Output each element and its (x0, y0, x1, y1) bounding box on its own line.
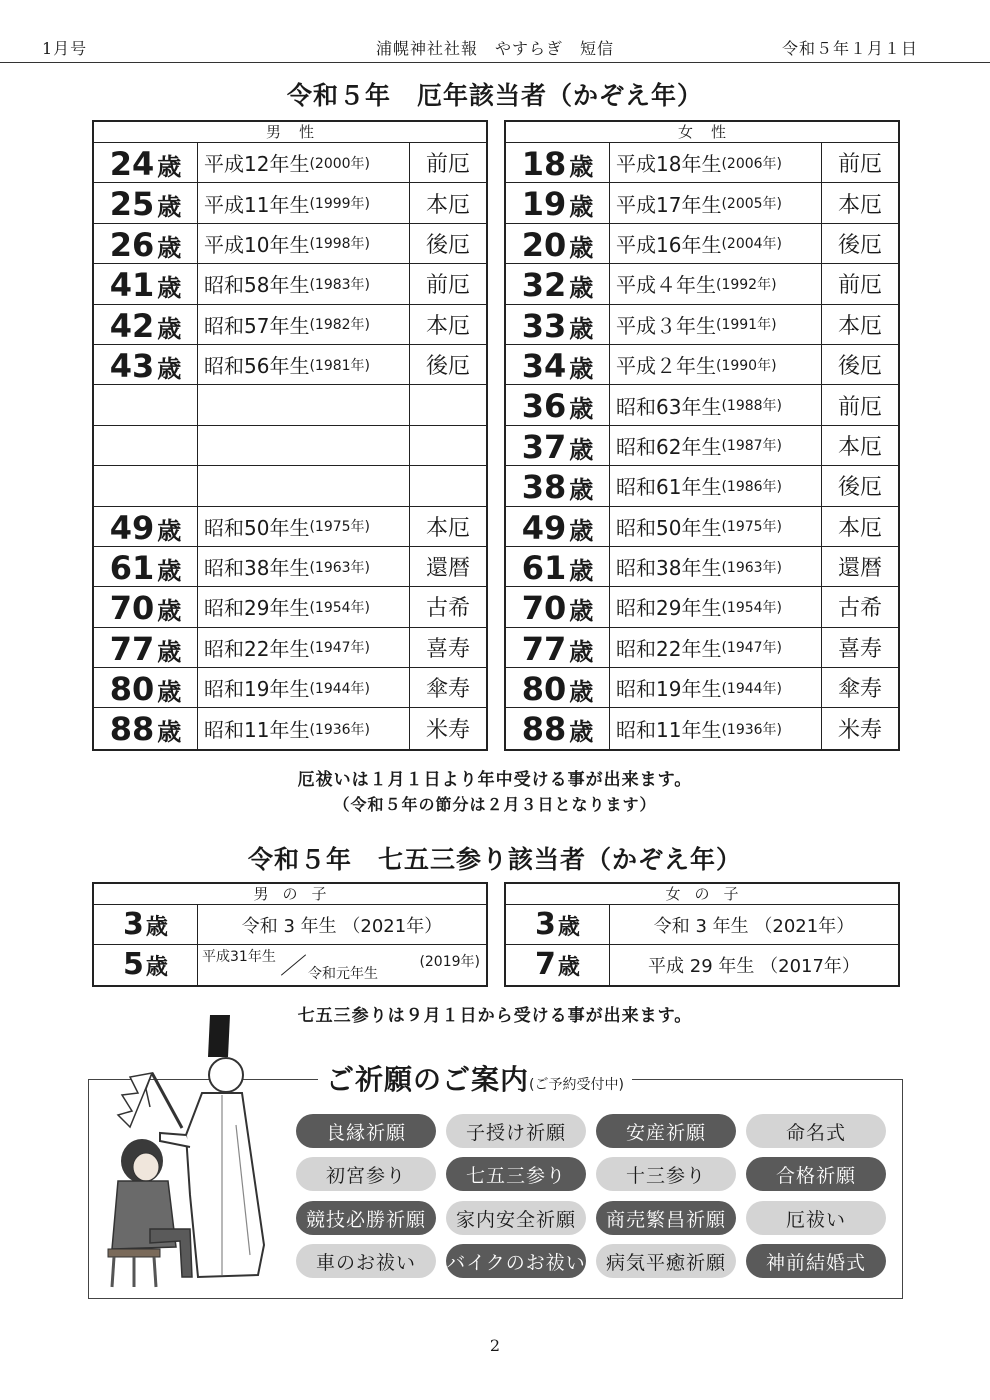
western-year: (1986年) (721, 478, 783, 495)
yaku-type: 本厄 (837, 515, 882, 541)
western-year: (2005年) (721, 196, 783, 213)
era-year: 平成２年生 (616, 354, 716, 379)
prayer-item: 命名式 (746, 1114, 886, 1148)
western-year: (1944年) (721, 680, 783, 697)
sai-label: 歳 (569, 476, 594, 505)
age-value: 3 (123, 907, 144, 942)
western-year: (1954年) (721, 599, 783, 616)
sai-label: 歳 (157, 637, 182, 666)
yaku-type: 前厄 (837, 394, 882, 420)
western-year: (1981年) (309, 357, 371, 374)
western-year: (1975年) (721, 519, 783, 536)
birth-year-cell (610, 628, 822, 667)
yaku-type: 還暦 (837, 556, 882, 582)
birth-year-cell (198, 708, 410, 748)
age-cell (506, 426, 610, 465)
newsletter-title: 浦幌神社社報 やすらぎ 短信 (375, 39, 614, 58)
birth-year-heisei: 平成31年生 (202, 949, 276, 965)
birth-year-cell (610, 305, 822, 344)
yakubarai-note: 厄祓いは１月１日より年中受ける事が出来ます。 (297, 770, 693, 790)
sai-label: 歳 (569, 597, 594, 626)
setsubun-note: （令和５年の節分は２月３日となります） (333, 795, 657, 814)
sai-label: 歳 (157, 678, 182, 707)
birth-year-cell (610, 708, 822, 748)
sai-label: 歳 (157, 193, 182, 222)
table-row (94, 668, 486, 708)
age-cell (94, 507, 198, 546)
age-cell (506, 547, 610, 586)
era-year: 昭和50年生 (616, 515, 722, 540)
table-row (506, 905, 898, 945)
prayer-title-main: ご祈願のご案内 (326, 1063, 530, 1096)
prayer-item: 家内安全祈願 (446, 1201, 586, 1235)
age-cell (506, 628, 610, 667)
yaku-type: 米寿 (837, 718, 882, 744)
age-value: 34 (521, 346, 567, 385)
issue-label: 1月号 (42, 39, 88, 58)
era-year: 昭和22年生 (616, 636, 722, 661)
sai-label: 歳 (569, 718, 594, 747)
sai-label: 歳 (157, 314, 182, 343)
yaku-type: 後厄 (837, 232, 882, 258)
era-year: 昭和22年生 (204, 636, 310, 661)
age-cell (506, 183, 610, 222)
western-year: (2006年) (721, 155, 783, 172)
age-cell (94, 264, 198, 303)
table-row (506, 345, 898, 385)
prayer-item: 子授け祈願 (446, 1114, 586, 1148)
western-year: (1987年) (721, 438, 783, 455)
sai-label: 歳 (157, 233, 182, 262)
sai-label: 歳 (145, 955, 168, 980)
table-row (94, 587, 486, 627)
yaku-type (410, 466, 486, 505)
birth-year: 平成 29 年生 （2017年） (648, 956, 860, 977)
birth-year-western: (2019年) (419, 954, 480, 970)
prayer-item: 厄祓い (746, 1201, 886, 1235)
birth-year-cell (198, 345, 410, 384)
table-row (506, 547, 898, 587)
sai-label: 歳 (157, 516, 182, 545)
split-birth-year (198, 945, 486, 985)
birth-year-cell (610, 345, 822, 384)
table-row (94, 547, 486, 587)
age-value: 49 (521, 508, 567, 547)
age-value: 24 (109, 145, 155, 183)
table-row (94, 708, 486, 748)
era-year: 平成16年生 (616, 232, 722, 257)
age-cell (94, 345, 198, 384)
western-year: (1947年) (309, 640, 371, 657)
era-year: 昭和56年生 (204, 354, 310, 379)
age-cell (506, 466, 610, 505)
birth-year-cell (610, 224, 822, 263)
prayer-item: 十三参り (596, 1157, 736, 1191)
age-cell (94, 668, 198, 707)
birth-year-cell (610, 668, 822, 707)
era-year: 昭和11年生 (616, 718, 722, 743)
age-value: 33 (521, 306, 567, 345)
age-cell (506, 708, 610, 748)
girl-shichigosan-table (504, 882, 900, 987)
table-row (94, 628, 486, 668)
age-cell (506, 587, 610, 626)
western-year: (1998年) (309, 236, 371, 253)
age-value: 5 (123, 947, 144, 982)
era-year: 昭和61年生 (616, 475, 722, 500)
table-row (94, 143, 486, 183)
age-cell (506, 507, 610, 546)
birth-year-cell (198, 628, 410, 667)
age-value: 77 (521, 629, 567, 668)
age-cell (506, 668, 610, 707)
sai-label: 歳 (569, 233, 594, 262)
priest-illustration (90, 1015, 290, 1295)
table-row (506, 183, 898, 223)
table-row (94, 224, 486, 264)
prayer-item: 良縁祈願 (296, 1114, 436, 1148)
boy-header: 男の子 (94, 884, 486, 905)
era-year: 昭和63年生 (616, 394, 722, 419)
age-cell (94, 385, 198, 424)
birth-year-cell (198, 426, 410, 465)
table-row (506, 305, 898, 345)
table-row (94, 264, 486, 304)
table-row (506, 385, 898, 425)
western-year: (1999年) (309, 196, 371, 213)
age-value: 18 (521, 145, 567, 183)
table-row (506, 466, 898, 506)
sai-label: 歳 (569, 678, 594, 707)
issue-date: 令和５年１月１日 (781, 39, 918, 58)
prayer-item: 七五三参り (446, 1157, 586, 1191)
age-value: 19 (521, 185, 567, 224)
table-row (506, 143, 898, 183)
era-year: 昭和58年生 (204, 273, 310, 298)
birth-year-cell (610, 587, 822, 626)
male-yakudoshi-table (92, 120, 488, 751)
sai-label: 歳 (569, 193, 594, 222)
yaku-type: 本厄 (425, 313, 470, 339)
western-year: (2004年) (721, 236, 783, 253)
table-row (506, 426, 898, 466)
age-value: 42 (109, 306, 155, 345)
birth-year-cell (198, 143, 410, 182)
sai-label: 歳 (145, 915, 168, 940)
western-year: (1944年) (309, 680, 371, 697)
table-row (94, 345, 486, 385)
western-year: (1936年) (309, 721, 371, 738)
era-year: 昭和11年生 (204, 718, 310, 743)
birth-year-cell (610, 466, 822, 505)
western-year: (1982年) (309, 317, 371, 334)
yaku-type: 本厄 (837, 434, 882, 460)
age-value: 61 (109, 548, 155, 587)
birth-year: 令和 3 年生 （2021年） (653, 915, 855, 937)
table-row (506, 507, 898, 547)
yaku-type: 本厄 (837, 192, 882, 218)
era-year: 平成11年生 (204, 192, 310, 217)
birth-year-cell (198, 264, 410, 303)
female-header: 女性 (506, 122, 898, 143)
western-year: (1963年) (721, 559, 783, 576)
male-header: 男性 (94, 122, 486, 143)
birth-year-cell (610, 385, 822, 424)
birth-year: 令和 3 年生 （2021年） (241, 915, 443, 937)
age-value: 41 (109, 266, 155, 305)
sai-label: 歳 (157, 597, 182, 626)
yaku-type: 還暦 (425, 556, 470, 582)
western-year: (1963年) (309, 559, 371, 576)
sai-label: 歳 (569, 556, 594, 585)
age-cell (506, 264, 610, 303)
yaku-type: 後厄 (837, 475, 882, 501)
birth-year-cell (198, 224, 410, 263)
table-row (94, 426, 486, 466)
yaku-type (410, 385, 486, 424)
yaku-type: 喜寿 (425, 636, 470, 662)
age-value: 88 (109, 710, 155, 749)
sai-label: 歳 (569, 435, 594, 464)
table-row (506, 708, 898, 748)
table-row (506, 224, 898, 264)
page-number: 2 (489, 1336, 501, 1355)
sai-label: 歳 (569, 516, 594, 545)
birth-year-cell (610, 547, 822, 586)
table-row (94, 507, 486, 547)
era-year: 平成10年生 (204, 232, 310, 257)
sai-label: 歳 (157, 718, 182, 747)
age-value: 36 (521, 387, 567, 426)
yaku-type: 米寿 (425, 718, 470, 744)
age-cell (506, 385, 610, 424)
birth-year-cell (610, 264, 822, 303)
western-year: (1954年) (309, 599, 371, 616)
birth-year-cell (198, 668, 410, 707)
sai-label: 歳 (569, 637, 594, 666)
era-year: 平成３年生 (616, 313, 716, 338)
sai-label: 歳 (557, 955, 580, 980)
sai-label: 歳 (569, 314, 594, 343)
prayer-guide-title (318, 1058, 632, 1098)
age-value: 80 (109, 670, 155, 709)
age-value: 32 (521, 266, 567, 305)
sai-label: 歳 (569, 153, 594, 181)
age-value: 38 (521, 468, 567, 507)
yaku-type: 前厄 (425, 273, 470, 299)
age-cell (94, 466, 198, 505)
western-year: (1988年) (721, 398, 783, 415)
table-row (94, 183, 486, 223)
prayer-item: バイクのお祓い (446, 1244, 586, 1278)
birth-year-cell (610, 183, 822, 222)
age-cell (506, 305, 610, 344)
prayer-item: 商売繁昌祈願 (596, 1201, 736, 1235)
shichigosan-note: 七五三参りは９月１日から受ける事が出来ます。 (297, 1006, 693, 1026)
era-year: 昭和50年生 (204, 515, 310, 540)
yaku-type: 後厄 (837, 354, 882, 380)
age-value: 70 (109, 589, 155, 628)
yaku-type: 古希 (837, 596, 882, 622)
age-cell (94, 587, 198, 626)
yaku-type: 後厄 (425, 232, 470, 258)
yaku-type: 前厄 (425, 152, 470, 178)
prayer-item: 初宮参り (296, 1157, 436, 1191)
prayer-item: 病気平癒祈願 (596, 1244, 736, 1278)
yaku-type: 本厄 (425, 515, 470, 541)
age-value: 26 (109, 225, 155, 264)
yaku-type (410, 426, 486, 465)
table-row (506, 945, 898, 985)
birth-year-cell (198, 587, 410, 626)
age-value: 61 (521, 548, 567, 587)
yaku-type: 本厄 (425, 192, 470, 218)
table-row (506, 587, 898, 627)
yaku-type: 後厄 (425, 354, 470, 380)
era-year: 昭和29年生 (616, 596, 722, 621)
slash-divider (281, 954, 306, 975)
age-cell (94, 183, 198, 222)
female-yakudoshi-table (504, 120, 900, 751)
age-value: 77 (109, 629, 155, 668)
header-divider (0, 62, 990, 63)
table-row (94, 905, 486, 945)
birth-year-cell (198, 305, 410, 344)
age-value: 3 (535, 907, 556, 942)
age-cell (94, 305, 198, 344)
table-row (94, 385, 486, 425)
era-year: 昭和57年生 (204, 313, 310, 338)
western-year: (1992年) (716, 276, 777, 293)
era-year: 昭和29年生 (204, 596, 310, 621)
age-cell (506, 345, 610, 384)
sai-label: 歳 (157, 153, 182, 181)
western-year: (1991年) (716, 317, 777, 334)
birth-year-reiwa: 令和元年生 (308, 966, 378, 982)
age-value: 20 (521, 225, 567, 264)
sai-label: 歳 (157, 556, 182, 585)
table-row (94, 945, 486, 985)
prayer-title-sub: (ご予約受付中) (529, 1077, 624, 1093)
age-cell (94, 426, 198, 465)
yaku-type: 前厄 (837, 152, 882, 178)
yakudoshi-title: 令和５年 厄年該当者（かぞえ年） (286, 81, 703, 110)
birth-year-cell (198, 183, 410, 222)
boy-shichigosan-table (92, 882, 488, 987)
table-row (94, 305, 486, 345)
age-cell (506, 143, 610, 182)
sai-label: 歳 (569, 274, 594, 303)
era-year: 昭和62年生 (616, 434, 722, 459)
age-value: 88 (521, 710, 567, 749)
era-year: 昭和19年生 (204, 677, 310, 702)
table-row (506, 668, 898, 708)
era-year: 平成18年生 (616, 152, 722, 177)
table-row (506, 628, 898, 668)
shichigosan-title: 令和５年 七五三参り該当者（かぞえ年） (247, 845, 742, 874)
birth-year-cell (610, 426, 822, 465)
western-year: (1990年) (716, 357, 777, 374)
age-cell (506, 224, 610, 263)
age-value: 49 (109, 508, 155, 547)
western-year: (1936年) (721, 721, 783, 738)
yaku-type: 古希 (425, 596, 470, 622)
age-cell (94, 143, 198, 182)
birth-year-cell (610, 143, 822, 182)
yaku-type: 喜寿 (837, 636, 882, 662)
birth-year-cell (610, 507, 822, 546)
western-year: (2000年) (309, 155, 371, 172)
age-cell (94, 708, 198, 748)
era-year: 平成４年生 (616, 273, 716, 298)
age-value: 37 (521, 427, 567, 466)
sai-label: 歳 (557, 915, 580, 940)
era-year: 平成12年生 (204, 152, 310, 177)
era-year: 昭和19年生 (616, 677, 722, 702)
table-row (94, 466, 486, 506)
table-row (506, 264, 898, 304)
age-value: 25 (109, 185, 155, 224)
yaku-type: 前厄 (837, 273, 882, 299)
yaku-type: 傘寿 (837, 677, 882, 703)
sai-label: 歳 (157, 274, 182, 303)
era-year: 平成17年生 (616, 192, 722, 217)
birth-year-cell (198, 507, 410, 546)
sai-label: 歳 (569, 354, 594, 383)
birth-year-cell (198, 385, 410, 424)
era-year: 昭和38年生 (616, 556, 722, 581)
sai-label: 歳 (569, 395, 594, 424)
age-value: 80 (521, 670, 567, 709)
western-year: (1975年) (309, 519, 371, 536)
prayer-item: 合格祈願 (746, 1157, 886, 1191)
sai-label: 歳 (157, 354, 182, 383)
western-year: (1983年) (309, 276, 371, 293)
birth-year-cell (198, 466, 410, 505)
age-cell (94, 547, 198, 586)
western-year: (1947年) (721, 640, 783, 657)
prayer-item: 競技必勝祈願 (296, 1201, 436, 1235)
yaku-type: 傘寿 (425, 677, 470, 703)
yaku-type: 本厄 (837, 313, 882, 339)
age-cell (94, 224, 198, 263)
age-cell (94, 628, 198, 667)
age-value: 70 (521, 589, 567, 628)
prayer-item: 車のお祓い (296, 1244, 436, 1278)
age-value: 43 (109, 346, 155, 385)
prayer-item: 神前結婚式 (746, 1244, 886, 1278)
era-year: 昭和38年生 (204, 556, 310, 581)
prayer-item: 安産祈願 (596, 1114, 736, 1148)
age-value: 7 (535, 947, 556, 982)
girl-header: 女の子 (506, 884, 898, 905)
birth-year-cell (198, 547, 410, 586)
